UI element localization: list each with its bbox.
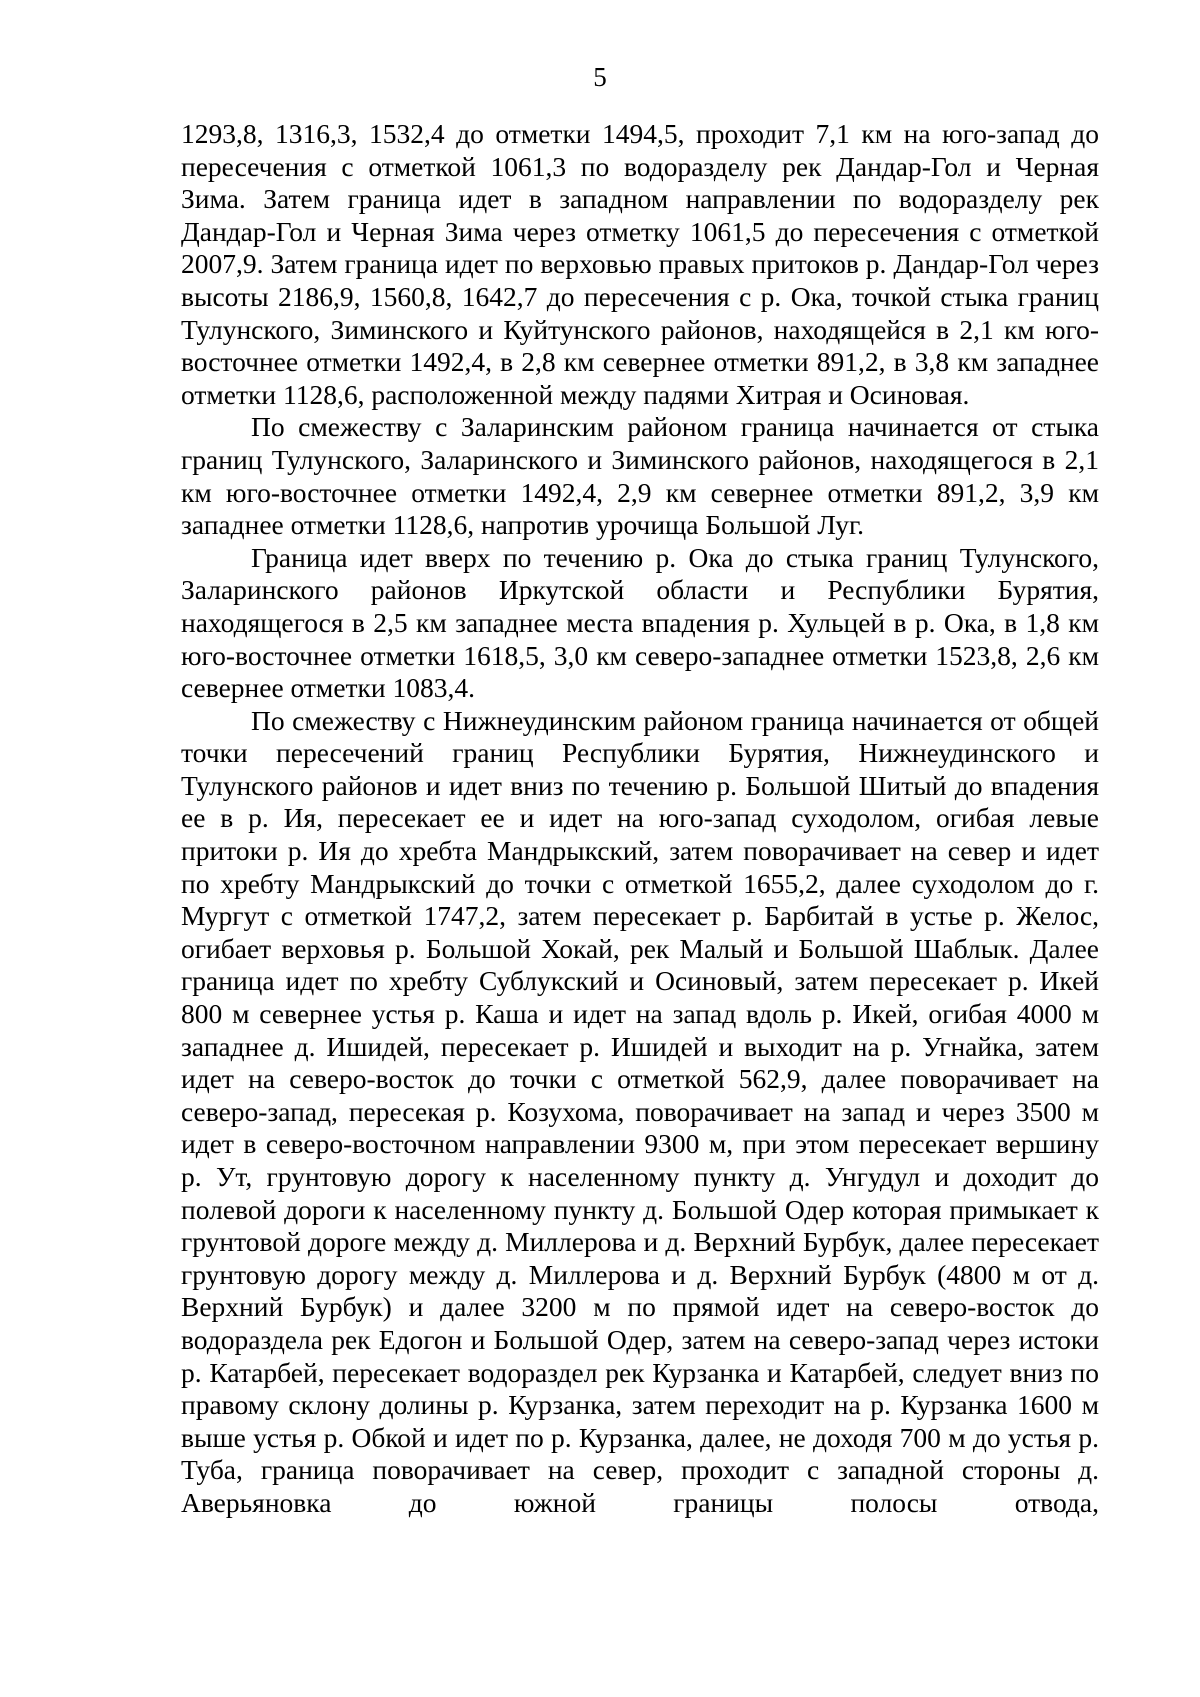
page-number: 5: [593, 62, 607, 92]
paragraph-1: 1293,8, 1316,3, 1532,4 до отметки 1494,5, проходит 7,1 км на юго-запад до пересечения с отметкой 1061,3 по водоразделу рек Дандар-Гол и Черная Зима. Затем граница идет в западном направлении по водоразделу рек Дандар-Гол и Черная Зима через отметку 1061,5 до пересечения с отметкой 2007,9. Затем граница идет по верховью правых притоков р. Дандар-Гол через высоты 2186,9, 1560,8, 1642,7 до пересечения с р. Ока, точкой стыка границ Тулунского, Зиминского и Куйтунского районов, находящейся в 2,1 км юго-восточнее отметки 1492,4, в 2,8 км севернее отметки 891,2, в 3,8 км западнее отметки 1128,6, расположенной между падями Хитрая и Осиновая.: [181, 118, 1099, 410]
document-body: [181, 118, 1099, 1520]
paragraph-4: По смежеству с Нижнеудинским районом граница начинается от общей точки пересечений границ Республики Бурятия, Нижнеудинского и Тулунского районов и идет вниз по течению р. Большой Шитый до впадения ее в р. Ия, пересекает ее и идет на юго-запад суходолом, огибая левые притоки р. Ия до хребта Мандрыкский, затем поворачивает на север и идет по хребту Мандрыкский до точки с отметкой 1655,2, далее суходолом до г. Мургут с отметкой 1747,2, затем пересекает р. Барбитай в устье р. Желос, огибает верховья р. Большой Хокай, рек Малый и Большой Шаблык. Далее граница идет по хребту Сублукский и Осиновый, затем пересекает р. Икей 800 м севернее устья р. Каша и идет на запад вдоль р. Икей, огибая 4000 м западнее д. Ишидей, пересекает р. Ишидей и выходит на р. Угнайка, затем идет на северо-восток до точки с отметкой 562,9, далее поворачивает на северо-запад, пересекая р. Козухома, поворачивает на запад и через 3500 м идет в северо-восточном направлении 9300 м, при этом пересекает вершину р. Ут, грунтовую дорогу к населенному пункту д. Унгудул и доходит до полевой дороги к населенному пункту д. Большой Одер которая примыкает к грунтовой дороге между д. Миллерова и д. Верхний Бурбук, далее пересекает грунтовую дорогу между д. Миллерова и д. Верхний Бурбук (4800 м от д. Верхний Бурбук) и далее 3200 м по прямой идет на северо-восток до водораздела рек Едогон и Большой Одер, затем на северо-запад через истоки р. Катарбей, пересекает водораздел рек Курзанка и Катарбей, следует вниз по правому склону долины р. Курзанка, затем переходит на р. Курзанка 1600 м выше устья р. Обкой и идет по р. Курзанка, далее, не доходя 700 м до устья р. Туба, граница поворачивает на север, проходит с западной стороны д. Аверьяновка до южной границы полосы отвода,: [181, 704, 1099, 1518]
paragraph-3: Граница идет вверх по течению р. Ока до стыка границ Тулунского, Заларинского районов Иркутской области и Республики Бурятия, находящегося в 2,5 км западнее места впадения р. Хульцей в р. Ока, в 1,8 км юго-восточнее отметки 1618,5, 3,0 км северо-западнее отметки 1523,8, 2,6 км севернее отметки 1083,4.: [181, 541, 1099, 704]
paragraph-2: По смежеству с Заларинским районом граница начинается от стыка границ Тулунского, Заларинского и Зиминского районов, находящегося в 2,1 км юго-восточнее отметки 1492,4, 2,9 км севернее отметки 891,2, 3,9 км западнее отметки 1128,6, напротив урочища Большой Луг.: [181, 411, 1099, 541]
